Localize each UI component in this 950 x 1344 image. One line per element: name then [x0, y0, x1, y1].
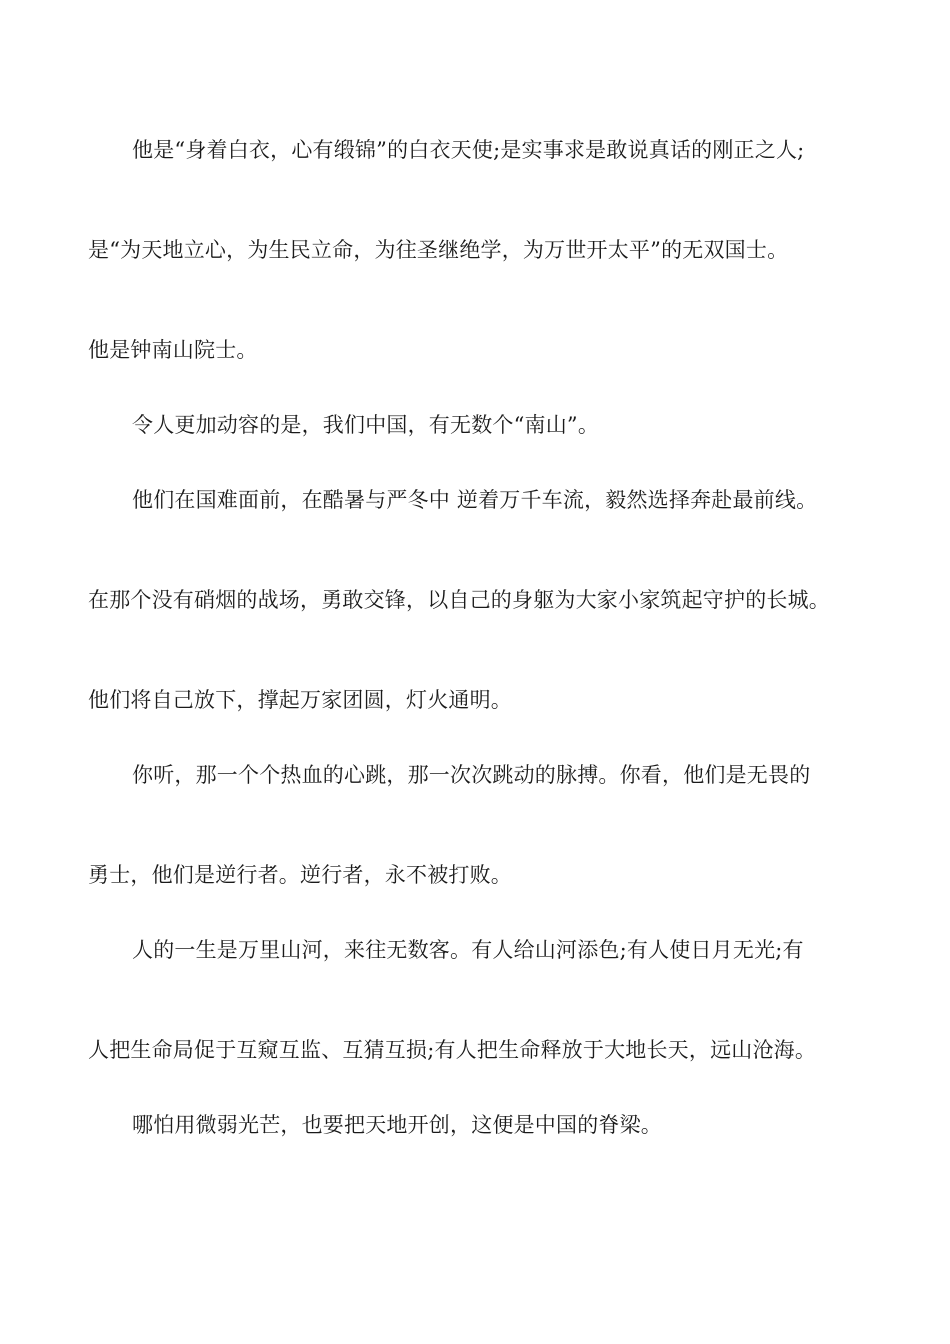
text-line: 他们在国难面前，在酷暑与严冬中 逆着万千车流，毅然选择奔赴最前线。 [132, 488, 818, 512]
text-line: 他们将自己放下，撑起万家团圆，灯火通明。 [88, 688, 512, 712]
text-line: 他是钟南山院士。 [88, 338, 258, 362]
text-line: 他是“身着白衣，心有缎锦”的白衣天使;是实事求是敢说真话的刚正之人; [132, 138, 805, 162]
text-line: 哪怕用微弱光芒，也要把天地开创，这便是中国的脊梁。 [132, 1113, 662, 1137]
text-line: 在那个没有硝烟的战场，勇敢交锋，以自己的身躯为大家小家筑起守护的长城。 [88, 588, 830, 612]
text-line: 人把生命局促于互窥互监、互猜互损;有人把生命释放于大地长天，远山沧海。 [88, 1038, 817, 1062]
text-line: 你听，那一个个热血的心跳，那一次次跳动的脉搏。你看，他们是无畏的 [132, 763, 811, 787]
text-line: 是“为天地立心，为生民立命，为往圣继绝学，为万世开太平”的无双国士。 [88, 238, 789, 262]
text-line: 勇士，他们是逆行者。逆行者，永不被打败。 [88, 863, 512, 887]
text-line: 人的一生是万里山河，来往无数客。有人给山河添色;有人使日月无光;有 [132, 938, 804, 962]
text-line: 令人更加动容的是，我们中国，有无数个“南山”。 [132, 413, 600, 437]
